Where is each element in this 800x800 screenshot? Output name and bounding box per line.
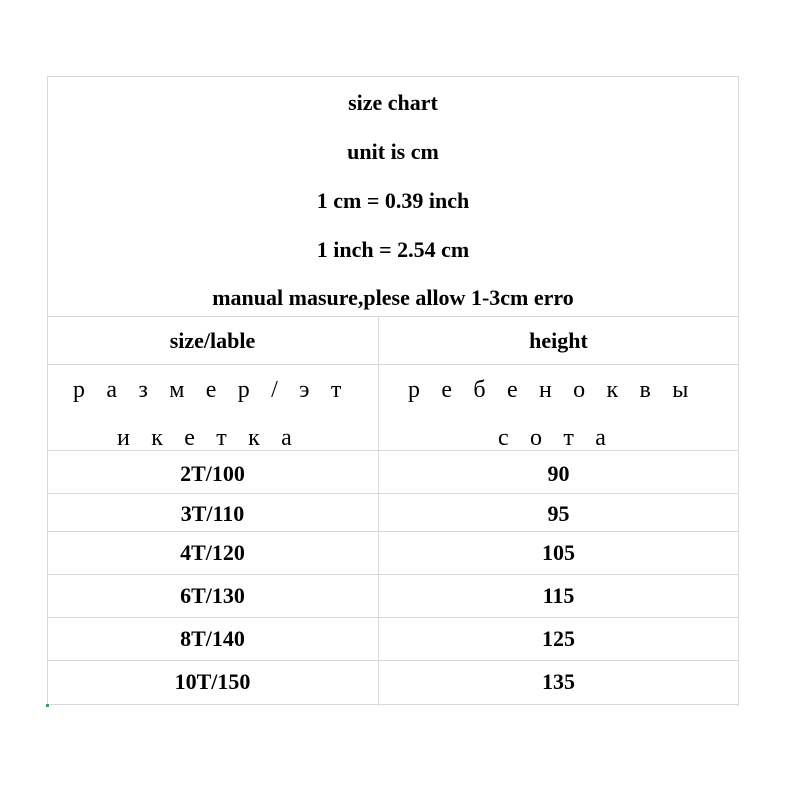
row-4-height: 115 [542, 583, 575, 608]
header-bottom-border [47, 364, 739, 365]
row-1-height: 90 [547, 461, 570, 486]
row-border-5 [47, 660, 739, 661]
header-height-label-ru-line2: с о т а [498, 425, 614, 451]
title-cm-to-inch: 1 cm = 0.39 inch [316, 188, 470, 213]
header-height-label-ru-line1: р е б е н о к в ы [408, 377, 697, 403]
selection-handle-dot [46, 704, 49, 707]
row-border-2 [47, 531, 739, 532]
size-chart-table [47, 76, 739, 706]
header-size-label: size/lable [169, 328, 256, 353]
row-2-height: 95 [547, 501, 570, 526]
title-measure-note: manual masure,plese allow 1-3cm erro [212, 285, 574, 310]
row-6-height: 135 [542, 669, 575, 694]
row-4-size: 6T/130 [180, 583, 245, 608]
title-inch-to-cm: 1 inch = 2.54 cm [316, 237, 470, 262]
header-size-label-ru-line2: и к е т к а [117, 425, 300, 451]
row-5-size: 8T/140 [180, 626, 245, 651]
table-left-border [47, 76, 48, 706]
title-size-chart: size chart [348, 90, 438, 115]
title-unit: unit is cm [347, 139, 439, 164]
title-bottom-border [47, 316, 739, 317]
row-border-3 [47, 574, 739, 575]
row-2-size: 3T/110 [180, 501, 245, 526]
row-5-height: 125 [542, 626, 575, 651]
row-3-height: 105 [542, 540, 575, 565]
row-border-1 [47, 493, 739, 494]
table-bottom-border [47, 704, 739, 705]
row-border-4 [47, 617, 739, 618]
table-right-border [738, 76, 739, 706]
row-6-size: 10T/150 [174, 669, 251, 694]
header-height-label: height [529, 328, 588, 353]
table-top-border [47, 76, 739, 77]
row-1-size: 2T/100 [180, 461, 245, 486]
header-size-label-ru-line1: р а з м е р / э т [73, 377, 349, 403]
row-3-size: 4T/120 [180, 540, 245, 565]
